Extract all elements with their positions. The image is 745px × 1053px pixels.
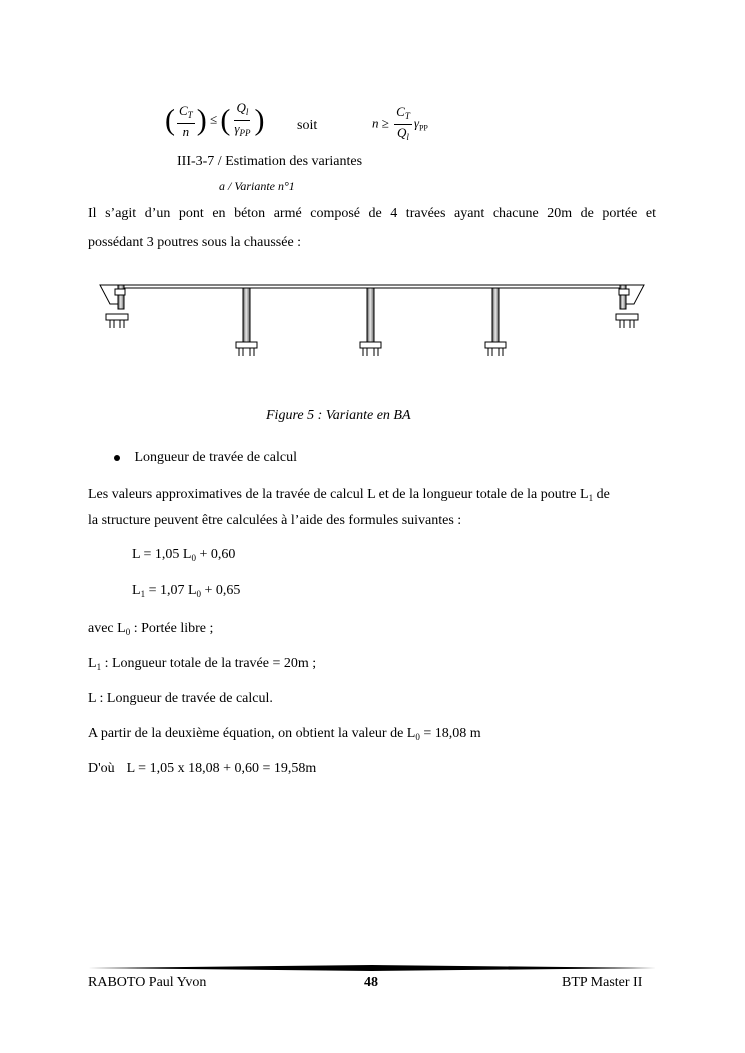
footer-rule	[88, 964, 656, 972]
paragraph-line-1: Les valeurs approximatives de la travée de calcul L et de la longueur totale de la poutre $L_1$ de	[88, 487, 610, 503]
derivation-line: A partir de la deuxième équation, on obtient la valeur de $L_0 = 18,08$ m	[88, 726, 481, 742]
footer-author: RABOTO Paul Yvon	[88, 975, 207, 990]
fraction-ct-over-ql: $\frac{C_T}{Q_l}$	[396, 104, 410, 142]
def-l0: avec $L_0$ : Portée libre ;	[88, 621, 214, 637]
fraction-ct-over-n: $\frac{C_T}{n}$	[179, 102, 193, 139]
pier-1	[236, 288, 257, 356]
paragraph-line-2: la structure peuvent être calculées à l’aide des formules suivantes :	[88, 513, 462, 528]
close-paren-2: )	[254, 103, 265, 137]
bullet-text: Longueur de travée de calcul	[134, 450, 297, 465]
soit-word: soit	[297, 118, 318, 133]
equation-2: $L_1 = 1,07$ $L_0 + 0,65$	[132, 583, 241, 599]
formula-rhs: n ≥ $\frac{C_T}{Q_l}$ $\gamma_{PP}$	[372, 104, 492, 145]
close-paren-1: )	[196, 103, 207, 137]
left-abutment	[100, 285, 128, 328]
footer-page-number: 48	[364, 975, 378, 990]
def-l: L : Longueur de travée de calcul.	[88, 691, 273, 706]
open-paren-2: (	[220, 103, 231, 137]
bridge-elevation-figure	[98, 280, 646, 360]
def-l1: $L_1$ : Longueur totale de la travée = 20m ;	[88, 656, 317, 672]
intro-line-2: possédant 3 poutres sous la chaussée :	[88, 235, 302, 250]
open-paren-1: (	[165, 103, 175, 137]
section-heading: III-3-7 / Estimation des variantes	[177, 154, 363, 169]
pier-2	[360, 288, 381, 356]
intro-line-1: Il s’agit d’un pont en béton armé composé de 4 travées ayant chacune 20m de portée et	[88, 206, 656, 221]
pier-3	[485, 288, 506, 356]
equation-1: L = 1,05 $L_0 + 0,60$	[132, 547, 236, 563]
fraction-ql-over-gamma: $\frac{Q_l}{\gamma_{PP}}$	[234, 100, 251, 138]
bullet-item	[114, 448, 297, 467]
figure-caption: Figure 5 : Variante en BA	[266, 408, 411, 423]
bullet-dot	[114, 455, 120, 461]
footer-program: BTP Master II	[562, 975, 643, 990]
right-abutment	[616, 285, 644, 328]
leq-symbol: ≤	[209, 111, 218, 127]
result-line: D'où L = 1,05 x 18,08 + 0,60 = 19,58m	[88, 761, 317, 776]
subheading: a / Variante n°1	[219, 179, 295, 193]
